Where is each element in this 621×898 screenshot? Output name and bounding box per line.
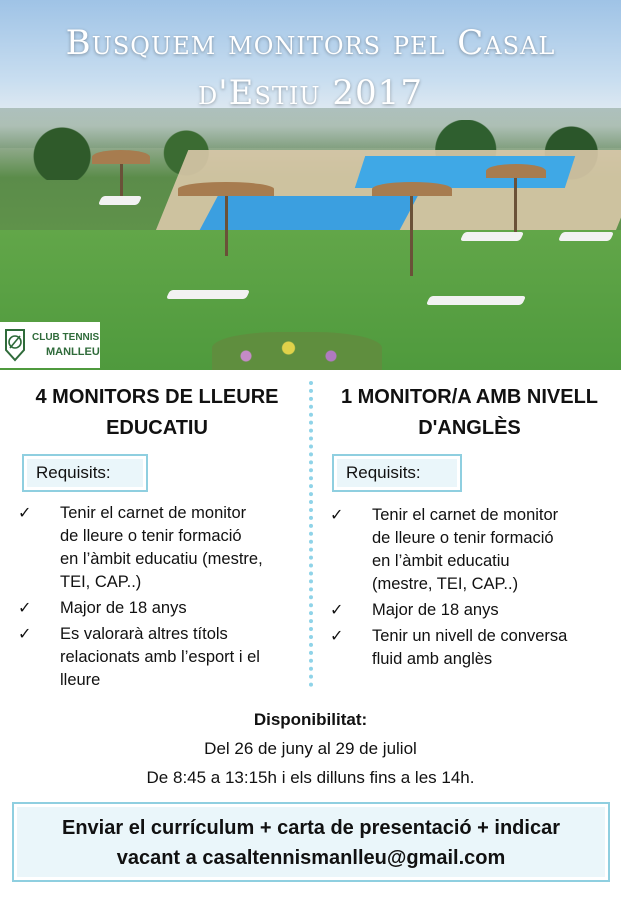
left-heading: [12, 382, 302, 444]
requirement-text-line: fluid amb anglès: [372, 650, 493, 668]
requirement-text-line: Major de 18 anys: [60, 599, 187, 617]
requirement-item: [18, 597, 308, 620]
title-line-2: d'Estiu 2017: [198, 73, 423, 113]
logo-text-manlleu: MANLLEU: [46, 346, 100, 358]
requirement-item: [330, 599, 620, 622]
umbrella-pole: [120, 160, 123, 200]
availability-hours: De 8:45 a 13:15h i els dilluns fins a les 14h.: [146, 768, 475, 787]
requirement-text-line: lleure: [60, 671, 101, 689]
sun-lounger: [98, 196, 142, 205]
checkmark-icon: ✓: [18, 505, 32, 522]
right-column: [322, 382, 617, 444]
application-line-1: Enviar el currículum + carta de presentació + indicar: [62, 817, 560, 839]
hero-photo: [0, 0, 621, 370]
column-divider: [309, 381, 313, 687]
availability-heading: Disponibilitat:: [253, 710, 368, 729]
umbrella-pole: [514, 176, 517, 232]
title-line-1: Busquem monitors pel Casal: [65, 23, 556, 63]
requirement-item: [18, 623, 308, 692]
left-requirements-label: Requisits:: [22, 454, 148, 492]
checkmark-icon: ✓: [18, 626, 32, 643]
availability-section: [0, 705, 621, 792]
application-box: [12, 802, 610, 882]
page-title: [0, 18, 621, 118]
right-heading-line-2: D'ANGLÈS: [418, 417, 521, 439]
requirement-item: [330, 625, 620, 671]
requirement-text-line: (mestre, TEI, CAP..): [372, 575, 519, 593]
sun-lounger: [166, 290, 250, 299]
requirement-text-line: Tenir el carnet de monitor: [372, 506, 559, 524]
umbrella: [178, 182, 274, 196]
requirement-text-line: Es valorarà altres títols: [60, 625, 228, 643]
requirement-text-line: Tenir el carnet de monitor: [60, 504, 247, 522]
requirement-text-line: de lleure o tenir formació: [372, 529, 554, 547]
umbrella: [372, 182, 452, 196]
left-heading-line-2: EDUCATIU: [106, 417, 208, 439]
checkmark-icon: ✓: [330, 628, 344, 645]
requirement-text-line: TEI, CAP..): [60, 573, 142, 591]
umbrella: [486, 164, 546, 178]
club-logo: [0, 322, 100, 368]
right-heading: [322, 382, 617, 444]
checkmark-icon: ✓: [330, 602, 344, 619]
requirement-text-line: Tenir un nivell de conversa: [372, 627, 568, 645]
requirement-text-line: en l’àmbit educatiu: [372, 552, 510, 570]
requirement-text-line: en l’àmbit educatiu (mestre,: [60, 550, 263, 568]
requirement-item: [330, 504, 620, 596]
checkmark-icon: ✓: [18, 600, 32, 617]
logo-text-club-tennis: CLUB TENNIS: [32, 332, 100, 343]
sun-lounger: [558, 232, 614, 241]
checkmark-icon: ✓: [330, 507, 344, 524]
requirement-text-line: de lleure o tenir formació: [60, 527, 242, 545]
flower-bed: [212, 332, 382, 370]
availability-dates: Del 26 de juny al 29 de juliol: [204, 739, 417, 758]
left-column: [12, 382, 302, 444]
requirement-text-line: relacionats amb l’esport i el: [60, 648, 260, 666]
sun-lounger: [426, 296, 526, 305]
umbrella-pole: [225, 196, 228, 256]
tennis-club-emblem-icon: [4, 328, 26, 362]
umbrella-pole: [410, 196, 413, 276]
right-requirements-label: Requisits:: [332, 454, 462, 492]
right-heading-line-1: 1 MONITOR/A AMB NIVELL: [340, 386, 599, 408]
left-requirements-list: [18, 502, 308, 695]
sun-lounger: [460, 232, 524, 241]
requirement-text-line: Major de 18 anys: [372, 601, 499, 619]
requirement-item: [18, 502, 308, 594]
right-requirements-list: [330, 504, 620, 674]
application-email-line[interactable]: vacant a casaltennismanlleu@gmail.com: [116, 847, 506, 869]
umbrella: [92, 150, 150, 164]
left-heading-line-1: 4 MONITORS DE LLEURE: [35, 386, 279, 408]
